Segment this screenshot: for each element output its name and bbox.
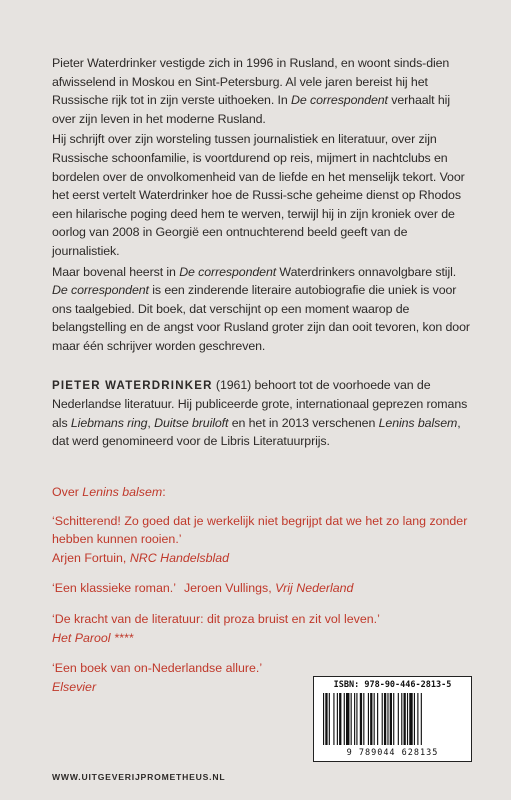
barcode-digits: 9 789044 628135 — [346, 748, 439, 758]
text: Waterdrinkers onnavolgbare stijl. — [276, 264, 457, 279]
barcode-bar — [407, 693, 408, 745]
book-title: Lenins balsem — [378, 415, 458, 430]
text: Over — [52, 485, 83, 499]
text: , dat werd genomineerd voor de Libris Literatuurprijs. — [52, 415, 461, 449]
review-source — [52, 549, 472, 568]
review-quote: ‘Een boek van on-Nederlandse allure.’ — [52, 661, 263, 676]
barcode-bar — [351, 693, 352, 745]
barcode-bar — [421, 693, 422, 745]
publication: Vrij Nederland — [275, 581, 354, 596]
review-source: Het Parool **** — [52, 630, 134, 645]
barcode-bar — [409, 693, 412, 745]
barcode-bar — [374, 693, 375, 745]
barcode-bar — [363, 693, 364, 745]
barcode-bar — [404, 693, 406, 745]
review-quote: ‘Schitterend! Zo goed dat je werkelijk niet begrijpt dat we het zo lang zonder hebben kunnen rooien.’ — [52, 513, 468, 547]
publisher-website: WWW.UITGEVERIJPROMETHEUS.NL — [52, 772, 226, 782]
barcode-bar — [333, 693, 334, 745]
book-title: Lenins balsem — [82, 485, 163, 499]
barcode-bar — [401, 693, 402, 745]
barcode-bars — [323, 693, 463, 745]
barcode-bar — [414, 693, 415, 745]
barcode-bar — [337, 693, 338, 745]
review-source — [184, 581, 353, 595]
barcode-bar — [384, 693, 386, 745]
book-title: De correspondent — [179, 264, 277, 279]
text: , — [147, 415, 155, 430]
review-2 — [52, 579, 472, 598]
review-quote: ‘De kracht van de literatuur: dit proza bruist en zit vol leven.’ — [52, 611, 380, 626]
barcode-bar — [387, 693, 388, 745]
review-1 — [52, 512, 472, 568]
barcode — [313, 676, 472, 762]
barcode-bar — [393, 693, 394, 745]
barcode-bar — [344, 693, 345, 745]
blurb-paragraph-1 — [52, 54, 472, 128]
barcode-bar — [377, 693, 378, 745]
author-bio — [52, 376, 472, 451]
text: Maar bovenal heerst in — [52, 264, 180, 279]
text: en het in 2013 verschenen — [228, 415, 379, 430]
review-3 — [52, 610, 472, 647]
text: is een zinderende literaire autobiografie die uniek is voor ons taalgebied. Dit boek, dat verschijnt op een moment waarop de belangstelling en de angst voor Rusland groter zijn dan ooit tevoren, kon door maar één schrijver worden geschreven. — [52, 283, 470, 353]
barcode-bar — [354, 693, 355, 745]
book-title: De correspondent — [52, 283, 149, 298]
barcode-bar — [417, 693, 418, 745]
barcode-bar — [382, 693, 383, 745]
text: verhaalt hij over zijn leven in het moderne Rusland. — [52, 93, 450, 126]
barcode-bar — [370, 693, 372, 745]
barcode-bar — [368, 693, 369, 745]
reviews — [52, 483, 472, 708]
review-quote: ‘Een klassieke roman.’ — [52, 581, 176, 596]
text: Pieter Waterdrinker vestigde zich in 1996 in Rusland, en woont sinds-dien afwisselend in Moskou en Sint-Petersburg. Al vele jaren bereist hij het Russische rijk tot in zijn verste uithoeken. In — [52, 56, 450, 108]
book-title: De correspondent — [291, 93, 388, 108]
barcode-bar — [323, 693, 324, 745]
barcode-bar — [398, 693, 399, 745]
blurb-paragraph-2 — [52, 130, 472, 260]
text: (1961) behoort tot de voorhoede van de Nederlandse literatuur. Hij publiceerde grote, internationaal geprezen romans als — [52, 377, 468, 430]
barcode-bar — [339, 693, 341, 745]
blurb — [52, 54, 472, 451]
barcode-bar — [356, 693, 357, 745]
barcode-bar — [346, 693, 349, 745]
author-name: PIETER WATERDRINKER — [52, 379, 213, 392]
text: : — [162, 485, 166, 499]
barcode-bar — [360, 693, 362, 745]
review-source: Elsevier — [52, 679, 97, 694]
book-title: Liebmans ring — [70, 415, 148, 430]
barcode-bar — [329, 693, 330, 745]
text: Hij schrijft over zijn worsteling tussen journalistiek en literatuur, over zijn Russische schoonfamilie, is voortdurend op reis, mijmert in nachtclubs en bordelen over de onvolkomenheid van de liefde en het menselijk tekort. Voor het eerst vertelt Waterdrinker hoe de Russi-sche geheime dienst op Rhodos een hilarische poging deed hem te werven, terwijl hij in zijn kroniek over de oorlog van 2008 in Georgië een ontnuchterend beeld geeft van de journalistiek. — [52, 132, 465, 258]
book-title: Duitse bruiloft — [154, 415, 229, 430]
reviews-header — [52, 483, 472, 502]
publication: NRC Handelsblad — [129, 550, 230, 565]
text: Arjen Fortuin, — [52, 550, 130, 565]
isbn-label: ISBN: 978-90-446-2813-5 — [333, 680, 452, 690]
barcode-bar — [325, 693, 327, 745]
barcode-bar — [390, 693, 392, 745]
blurb-paragraph-3 — [52, 263, 472, 356]
text: Jeroen Vullings, — [183, 581, 276, 596]
